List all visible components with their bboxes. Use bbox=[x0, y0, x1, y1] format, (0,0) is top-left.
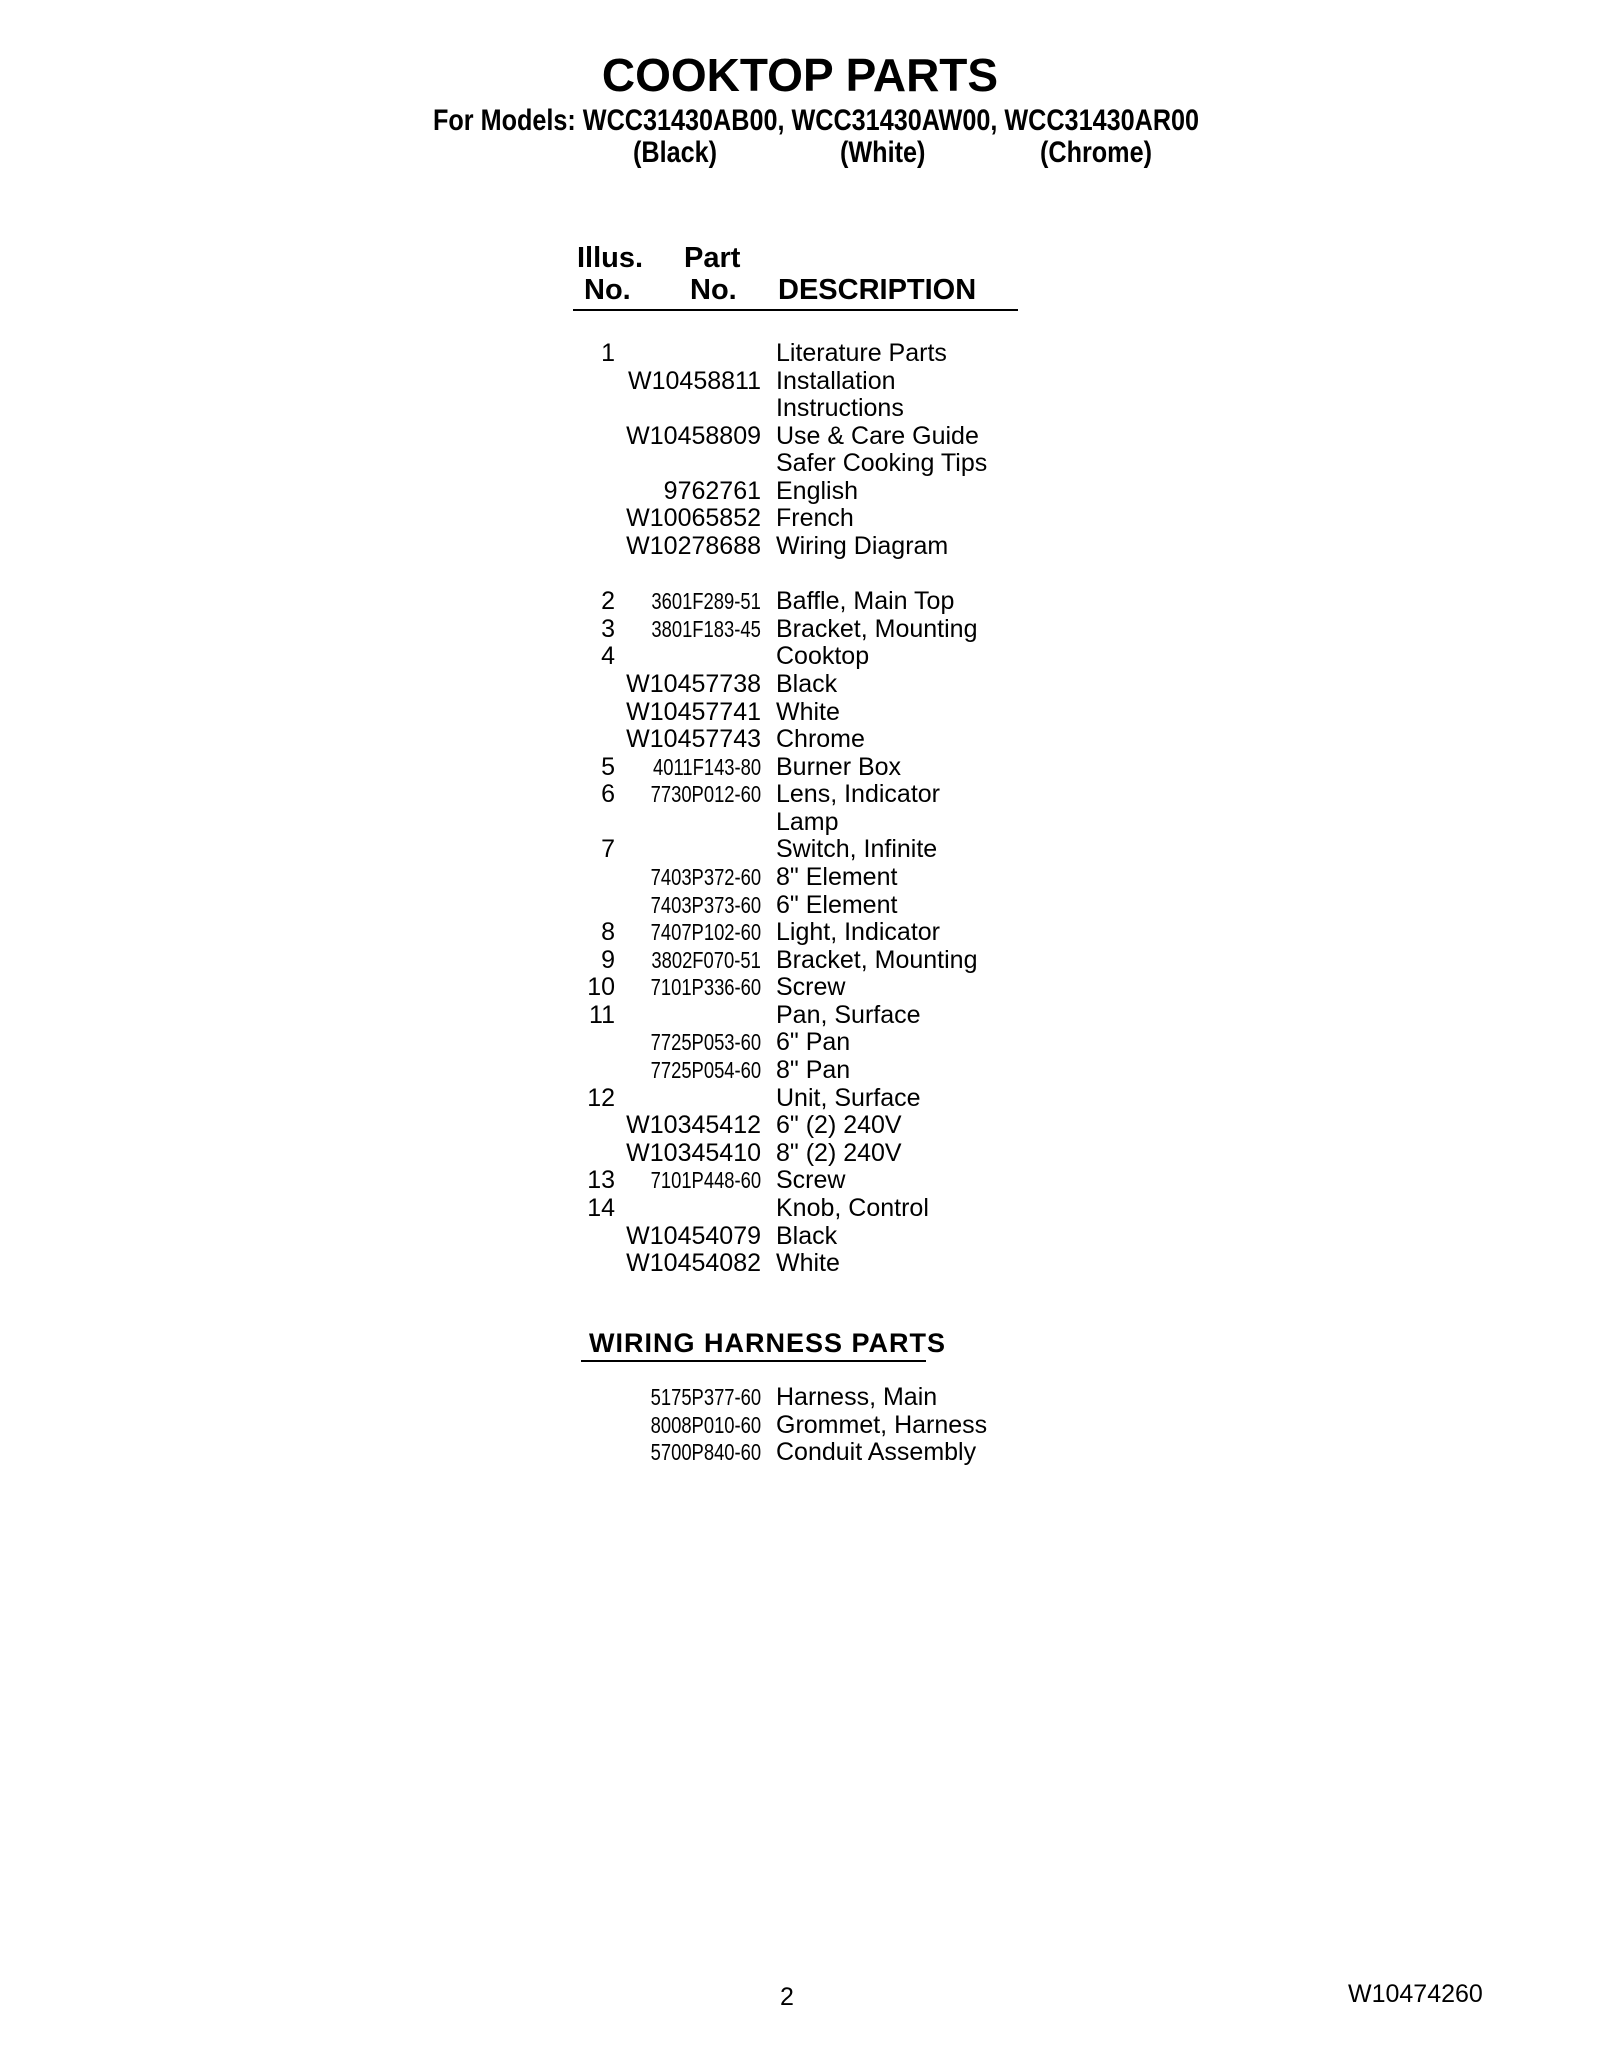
table-row bbox=[0, 340, 1600, 368]
part-number: 7725P053-60 bbox=[650, 1029, 761, 1056]
part-number: W10454082 bbox=[626, 1249, 761, 1278]
part-number: W10345412 bbox=[626, 1111, 761, 1140]
wiring-harness-title: WIRING HARNESS PARTS bbox=[589, 1328, 947, 1358]
part-description: Screw bbox=[776, 1166, 846, 1195]
part-number: 7403P373-60 bbox=[650, 891, 761, 918]
part-number: W10345410 bbox=[626, 1138, 761, 1167]
parts-list bbox=[0, 340, 1600, 1278]
table-row bbox=[0, 1223, 1600, 1251]
part-description: Grommet, Harness bbox=[776, 1410, 988, 1439]
table-row bbox=[0, 699, 1600, 727]
part-description: Cooktop bbox=[776, 642, 870, 671]
part-number: 5700P840-60 bbox=[650, 1439, 761, 1466]
part-description: Instructions bbox=[776, 394, 904, 423]
table-row bbox=[0, 892, 1600, 920]
table-row bbox=[0, 974, 1600, 1002]
part-description: Bracket, Mounting bbox=[776, 614, 978, 643]
part-description: Literature Parts bbox=[776, 339, 947, 367]
header-description: DESCRIPTION bbox=[778, 274, 977, 306]
table-row bbox=[0, 1085, 1600, 1113]
part-description: Bracket, Mounting bbox=[776, 945, 978, 974]
part-description: 8" Pan bbox=[776, 1056, 851, 1085]
table-row bbox=[0, 754, 1600, 782]
part-number: W10065852 bbox=[626, 504, 761, 533]
table-row bbox=[0, 1250, 1600, 1278]
wiring-harness-rule bbox=[581, 1360, 926, 1362]
part-number: W10454079 bbox=[626, 1221, 761, 1250]
part-description: Safer Cooking Tips bbox=[776, 449, 988, 478]
color-label-chrome: (Chrome) bbox=[1040, 136, 1153, 169]
illus-number: 11 bbox=[589, 1000, 615, 1029]
table-row bbox=[0, 395, 1600, 423]
part-number: 7101P336-60 bbox=[650, 974, 761, 1001]
part-description: Knob, Control bbox=[776, 1193, 929, 1222]
table-row bbox=[0, 781, 1600, 809]
part-description: Chrome bbox=[776, 725, 865, 754]
table-row bbox=[0, 1195, 1600, 1223]
table-row bbox=[0, 864, 1600, 892]
illus-number: 6 bbox=[601, 780, 615, 809]
illus-number: 3 bbox=[601, 614, 615, 643]
header-rule bbox=[573, 309, 1018, 311]
illus-number: 13 bbox=[587, 1166, 615, 1195]
part-description: Burner Box bbox=[776, 752, 902, 781]
part-number: 7725P054-60 bbox=[650, 1057, 761, 1084]
part-number: W10458809 bbox=[626, 421, 761, 450]
table-row bbox=[0, 1112, 1600, 1140]
header-illus-line2: No. bbox=[584, 274, 631, 306]
part-description: White bbox=[776, 697, 840, 726]
table-row bbox=[0, 1140, 1600, 1168]
part-description: Switch, Infinite bbox=[776, 835, 938, 864]
part-description: French bbox=[776, 504, 854, 533]
part-number: 3801F183-45 bbox=[651, 615, 761, 642]
illus-number: 10 bbox=[587, 973, 615, 1002]
table-row bbox=[0, 1002, 1600, 1030]
part-description: Light, Indicator bbox=[776, 918, 940, 947]
page-title: COOKTOP PARTS bbox=[601, 49, 999, 101]
document-number: W10474260 bbox=[1348, 1980, 1483, 2008]
part-number: 9762761 bbox=[663, 476, 761, 505]
part-description: 6" Pan bbox=[776, 1028, 851, 1057]
table-row bbox=[0, 809, 1600, 837]
table-row bbox=[0, 1057, 1600, 1085]
table-row bbox=[0, 450, 1600, 478]
table-row bbox=[0, 423, 1600, 451]
illus-number: 2 bbox=[601, 587, 615, 616]
part-number: W10457738 bbox=[626, 669, 761, 698]
table-row bbox=[0, 919, 1600, 947]
color-label-white: (White) bbox=[840, 136, 926, 169]
part-description: Installation bbox=[776, 366, 896, 395]
part-number: 3601F289-51 bbox=[651, 588, 761, 615]
header-illus-line1: Illus. bbox=[577, 242, 644, 274]
table-row bbox=[0, 1029, 1600, 1057]
part-number: W10457741 bbox=[626, 697, 761, 726]
part-number: 4011F143-80 bbox=[652, 753, 761, 780]
table-row bbox=[0, 836, 1600, 864]
illus-number: 4 bbox=[601, 642, 615, 671]
part-number: W10458811 bbox=[628, 366, 761, 395]
part-description: 8" (2) 240V bbox=[776, 1138, 902, 1167]
wiring-harness-list bbox=[0, 1384, 1600, 1467]
part-description: Black bbox=[776, 669, 838, 698]
table-row bbox=[0, 616, 1600, 644]
part-number: 3802F070-51 bbox=[651, 946, 761, 973]
table-row bbox=[0, 671, 1600, 699]
table-row bbox=[0, 643, 1600, 671]
illus-number: 12 bbox=[587, 1083, 615, 1112]
table-row bbox=[0, 478, 1600, 506]
header-part-line2: No. bbox=[690, 274, 737, 306]
illus-number: 5 bbox=[601, 752, 615, 781]
part-description: Lamp bbox=[776, 807, 839, 836]
part-description: Conduit Assembly bbox=[776, 1438, 977, 1467]
part-number: 7730P012-60 bbox=[650, 781, 761, 808]
part-number: 7101P448-60 bbox=[650, 1167, 761, 1194]
header-part-line1: Part bbox=[684, 242, 741, 274]
part-description: Harness, Main bbox=[776, 1383, 938, 1411]
illus-number: 8 bbox=[601, 918, 615, 947]
illus-number: 1 bbox=[601, 339, 615, 367]
color-label-black: (Black) bbox=[633, 136, 718, 169]
table-row bbox=[0, 561, 1600, 589]
part-description: 8" Element bbox=[776, 862, 898, 891]
table-row bbox=[0, 533, 1600, 561]
page-number: 2 bbox=[780, 1983, 794, 2011]
table-row bbox=[0, 505, 1600, 533]
part-description: Wiring Diagram bbox=[776, 532, 949, 561]
part-description: 6" (2) 240V bbox=[776, 1111, 902, 1140]
part-number: 8008P010-60 bbox=[650, 1411, 761, 1438]
part-description: Lens, Indicator bbox=[776, 780, 940, 809]
part-description: White bbox=[776, 1249, 840, 1278]
table-row bbox=[0, 368, 1600, 396]
part-description: 6" Element bbox=[776, 890, 898, 919]
table-row bbox=[0, 947, 1600, 975]
table-row bbox=[0, 1384, 1600, 1412]
part-number: 7407P102-60 bbox=[650, 919, 761, 946]
part-number: 7403P372-60 bbox=[650, 863, 761, 890]
part-number: W10457743 bbox=[626, 725, 761, 754]
part-description: English bbox=[776, 476, 858, 505]
part-description: Pan, Surface bbox=[776, 1000, 921, 1029]
part-description: Baffle, Main Top bbox=[776, 587, 955, 616]
illus-number: 7 bbox=[601, 835, 615, 864]
part-description: Screw bbox=[776, 973, 846, 1002]
table-row bbox=[0, 588, 1600, 616]
models-line: For Models: WCC31430AB00, WCC31430AW00, WCC31430AR00 bbox=[433, 104, 1200, 137]
part-description: Black bbox=[776, 1221, 838, 1250]
table-row bbox=[0, 726, 1600, 754]
table-row bbox=[0, 1412, 1600, 1440]
illus-number: 9 bbox=[601, 945, 615, 974]
illus-number: 14 bbox=[587, 1193, 615, 1222]
table-row bbox=[0, 1167, 1600, 1195]
part-number: W10278688 bbox=[626, 532, 761, 561]
part-description: Use & Care Guide bbox=[776, 421, 979, 450]
table-row bbox=[0, 1439, 1600, 1467]
part-number: 5175P377-60 bbox=[650, 1384, 761, 1410]
part-description: Unit, Surface bbox=[776, 1083, 921, 1112]
